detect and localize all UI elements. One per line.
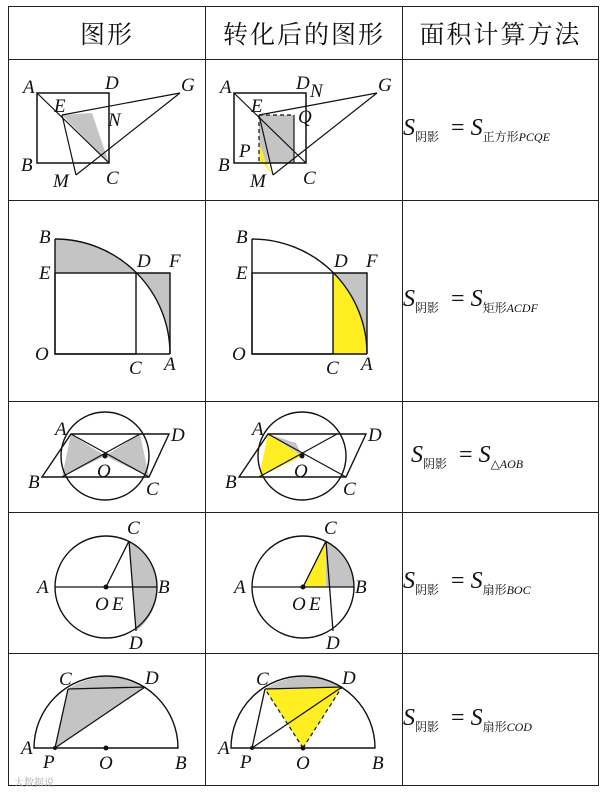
label-b: B: [158, 576, 170, 598]
label-o: O: [232, 343, 246, 365]
label-b: B: [225, 471, 237, 493]
label-a: A: [361, 353, 373, 375]
row-1-transformed: [206, 60, 403, 201]
row-1-original: [9, 60, 206, 201]
label-m: M: [250, 170, 266, 192]
label-a: A: [23, 76, 35, 98]
label-e: E: [236, 262, 248, 284]
formula-text: $S_{阴影} = S_{正方形PCQE}$: [403, 115, 550, 144]
circle-parallelogram-diagram: [9, 403, 204, 512]
label-g: G: [378, 74, 392, 96]
square-oedc: [55, 273, 136, 354]
center-dot: [104, 584, 109, 589]
row-2: [9, 201, 599, 402]
label-b: B: [355, 576, 367, 598]
label-b: B: [175, 752, 187, 774]
quarter-circle-diagram: [9, 202, 204, 401]
label-p: P: [239, 140, 251, 162]
header-transformed: 转化后的图形: [206, 7, 403, 60]
formula-text: $S_{阴影} = S_{扇形BOC}$: [403, 568, 531, 597]
label-a: A: [218, 737, 230, 759]
center-dot: [300, 453, 305, 458]
watermark: 大数据说: [14, 778, 54, 789]
label-b: B: [236, 226, 248, 248]
label-b: B: [218, 154, 230, 176]
label-e: E: [251, 95, 263, 117]
label-d: D: [137, 250, 151, 272]
square-oedc: [252, 273, 333, 354]
transformation-table: [8, 6, 599, 786]
row-3-formula: [403, 402, 599, 513]
label-c: C: [127, 517, 140, 539]
label-d: D: [129, 632, 143, 653]
label-a: A: [55, 418, 67, 440]
circle-sector-transformed: [206, 514, 401, 653]
label-c: C: [59, 668, 72, 690]
formula-text: $S_{阴影} = S_{扇形COD}$: [403, 704, 532, 734]
row-4-formula: [403, 513, 599, 654]
row-2-transformed: [206, 201, 403, 402]
diagonal-ac: [37, 93, 109, 163]
label-d: D: [171, 424, 185, 446]
label-o: O: [99, 752, 113, 774]
label-a: A: [252, 418, 264, 440]
point-p: [53, 746, 57, 750]
shaded-top: [55, 239, 136, 273]
center-dot: [301, 745, 306, 750]
header-figure: 图形: [9, 7, 206, 60]
circle-sector-diagram: [9, 514, 204, 653]
row-5-transformed: [206, 654, 403, 786]
quarter-circle-transformed: [206, 202, 401, 401]
formula-text: $S_{阴影} = S_{\triangle AOB}$: [411, 442, 524, 471]
row-3: [9, 402, 599, 513]
line-eg: [62, 93, 180, 115]
label-n: N: [310, 80, 323, 102]
label-d: D: [145, 667, 159, 689]
label-f: F: [169, 250, 181, 272]
label-e: E: [112, 593, 124, 615]
label-c: C: [106, 167, 119, 189]
label-o: O: [292, 593, 306, 615]
label-n: N: [108, 109, 121, 131]
label-c: C: [324, 517, 337, 539]
label-c: C: [326, 357, 339, 379]
label-e: E: [309, 593, 321, 615]
shaded-right: [136, 273, 170, 354]
row-3-original: [9, 402, 206, 513]
label-c: C: [256, 668, 269, 690]
label-a: A: [234, 576, 246, 598]
square-triangle-diagram: [9, 61, 204, 200]
label-p: P: [240, 751, 252, 773]
row-1-formula: [403, 60, 599, 201]
center-dot: [104, 745, 109, 750]
shaded-right: [105, 434, 149, 477]
header-row: [9, 7, 599, 60]
label-c: C: [303, 167, 316, 189]
label-c: C: [343, 478, 356, 500]
label-b: B: [372, 752, 384, 774]
shaded-upper: [129, 541, 157, 587]
label-e: E: [39, 262, 51, 284]
label-g: G: [181, 74, 195, 96]
label-o: O: [97, 460, 111, 482]
label-b: B: [39, 226, 51, 248]
label-c: C: [146, 478, 159, 500]
label-d: D: [334, 250, 348, 272]
semicircle-diagram: [9, 655, 204, 785]
label-e: E: [54, 95, 66, 117]
header-method: 面积计算方法: [403, 7, 599, 60]
radius-oc: [106, 541, 129, 587]
formula-text: $S_{阴影} = S_{矩形ACDF}$: [403, 286, 538, 315]
semicircle-transformed: [206, 655, 401, 785]
line-pc: [252, 689, 265, 748]
label-a: A: [21, 737, 33, 759]
label-d: D: [368, 424, 382, 446]
label-f: F: [366, 250, 378, 272]
label-d: D: [342, 667, 356, 689]
label-o: O: [296, 752, 310, 774]
label-b: B: [21, 154, 33, 176]
label-d: D: [296, 72, 310, 94]
label-a: A: [37, 576, 49, 598]
label-c: C: [129, 357, 142, 379]
yellow-triangle-cod: [265, 687, 342, 748]
row-4-original: [9, 513, 206, 654]
label-p: P: [43, 751, 55, 773]
center-dot: [301, 584, 306, 589]
label-o: O: [35, 343, 49, 365]
label-q: Q: [298, 106, 312, 128]
label-a: A: [220, 76, 232, 98]
row-5-original: [9, 654, 206, 786]
label-b: B: [28, 471, 40, 493]
circle-parallelogram-transformed: [206, 403, 401, 512]
label-o: O: [294, 460, 308, 482]
label-a: A: [164, 353, 176, 375]
square-transformed-diagram: [206, 61, 401, 200]
row-3-transformed: [206, 402, 403, 513]
row-5: [9, 654, 599, 786]
label-d: D: [105, 72, 119, 94]
row-4-transformed: [206, 513, 403, 654]
center-dot: [103, 453, 108, 458]
row-5-formula: [403, 654, 599, 786]
row-2-original: [9, 201, 206, 402]
row-4: [9, 513, 599, 654]
label-o: O: [95, 593, 109, 615]
row-2-formula: [403, 201, 599, 402]
label-m: M: [53, 170, 69, 192]
row-1: [9, 60, 599, 201]
label-d: D: [326, 632, 340, 653]
point-p: [250, 746, 254, 750]
